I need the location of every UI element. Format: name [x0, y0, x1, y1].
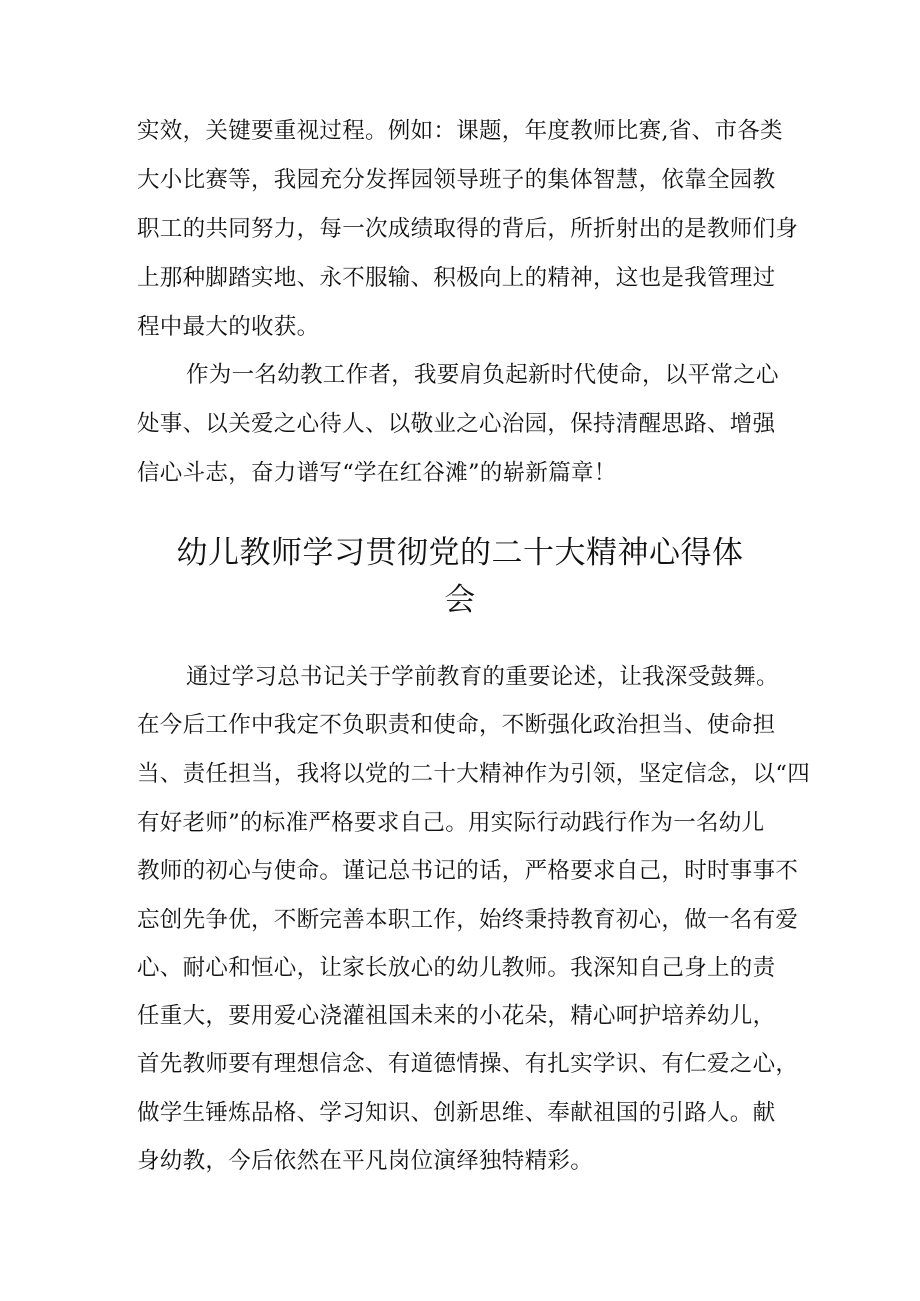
paragraph-line: 做学生锤炼品格、学习知识、创新思维、奉献祖国的引路人。献: [137, 1100, 776, 1126]
paragraph-line: 职工的共同努力，每一次成绩取得的背后，所折射出的是教师们身: [137, 216, 799, 242]
document-title: 会: [444, 582, 476, 618]
paragraph-line: 当、责任担当，我将以党的二十大精神作为引领，坚定信念，以“四: [137, 761, 811, 787]
paragraph-line: 上那种脚踏实地、永不服输、积极向上的精神，这也是我管理过: [137, 265, 776, 291]
paragraph-line: 有好老师”的标准严格要求自己。用实际行动践行作为一名幼儿: [137, 810, 765, 836]
paragraph-line: 作为一名幼教工作者，我要肩负起新时代使命，以平常之心: [186, 362, 779, 388]
document-title: 幼儿教师学习贯彻党的二十大精神心得体: [176, 535, 744, 571]
paragraph-line: 处事、以关爱之心待人、以敬业之心治园，保持清醒思路、增强: [137, 411, 776, 437]
paragraph-line: 首先教师要有理想信念、有道德情操、有扎实学识、有仁爱之心，: [137, 1051, 799, 1077]
paragraph-line: 信心斗志，奋力谱写“学在红谷滩”的崭新篇章！: [137, 460, 617, 486]
paragraph-line: 心、耐心和恒心，让家长放心的幼儿教师。我深知自己身上的责: [137, 955, 776, 981]
paragraph-line: 实效，关键要重视过程。例如：课题，年度教师比赛,省、市各类: [137, 118, 783, 144]
paragraph-line: 教师的初心与使命。谨记总书记的话，严格要求自己，时时事事不: [137, 858, 799, 884]
paragraph-line: 在今后工作中我定不负职责和使命，不断强化政治担当、使命担: [137, 712, 776, 738]
paragraph-line: 任重大，要用爱心浇灌祖国未来的小花朵，精心呵护培养幼儿，: [137, 1003, 776, 1029]
paragraph-line: 身幼教，今后依然在平凡岗位演绎独特精彩。: [137, 1148, 594, 1174]
paragraph-line: 程中最大的收获。: [137, 314, 320, 340]
paragraph-line: 大小比赛等，我园充分发挥园领导班子的集体智慧，依靠全园教: [137, 167, 776, 193]
paragraph-line: 通过学习总书记关于学前教育的重要论述，让我深受鼓舞。: [186, 664, 779, 690]
paragraph-line: 忘创先争优，不断完善本职工作，始终秉持教育初心，做一名有爱: [137, 907, 799, 933]
